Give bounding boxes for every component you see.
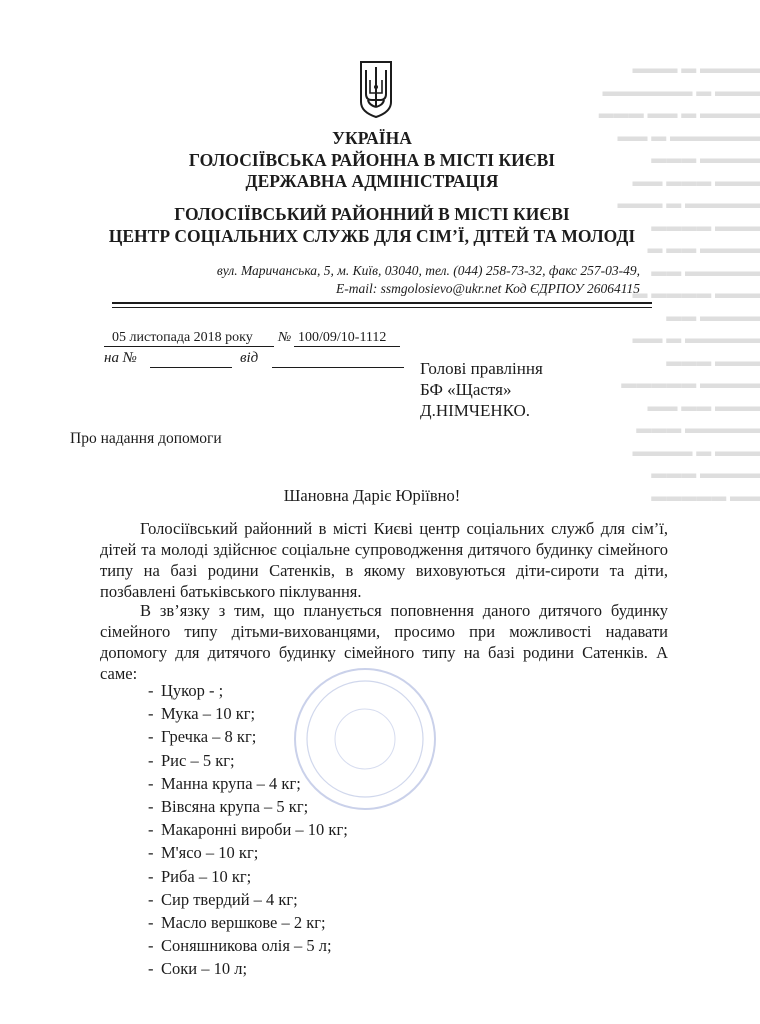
addressee-line3: Д.НІМЧЕНКО. bbox=[420, 401, 531, 420]
requested-items-list bbox=[148, 680, 348, 981]
list-marker: - bbox=[148, 727, 154, 747]
header-country: УКРАЇНА bbox=[332, 128, 412, 148]
header-divider-thin bbox=[112, 307, 652, 308]
list-item-text: Сир твердий – 4 кг; bbox=[161, 889, 298, 909]
list-item bbox=[148, 819, 348, 842]
header-divider-thick bbox=[112, 302, 652, 304]
date-underline bbox=[104, 346, 274, 347]
list-marker: - bbox=[148, 959, 154, 979]
list-item-text: М'ясо – 10 кг; bbox=[161, 843, 259, 863]
bleed-through-text: ▬▬▬▬ ▬ ▬▬▬ ▬▬▬ ▬ ▬▬▬▬▬▬ ▬▬▬▬ ▬ ▬▬ ▬▬▬ ▬▬▬▬▬▬ ▬ ▬▬ ▬▬▬▬ ▬▬▬ ▬▬▬ ▬▬▬ ▬▬ ▬▬▬▬▬ ▬ ▬▬▬ ▬▬▬ ▬▬▬▬ ▬▬▬▬ ▬▬ ▬ ▬▬▬▬▬ ▬▬ ▬▬▬ ▬▬▬▬ ▬ ▬▬▬▬ ▬▬ ▬▬▬▬▬ ▬ ▬▬ ▬▬▬ ▬▬▬ ▬▬▬▬ ▬▬▬▬▬ ▬▬▬ ▬▬ ▬▬ ▬▬▬▬▬ ▬▬▬ ▬▬▬ ▬ ▬▬▬▬ ▬▬▬▬ ▬▬▬ ▬▬ ▬▬▬▬▬ bbox=[598, 61, 760, 505]
header-admin-line2: ДЕРЖАВНА АДМІНІСТРАЦІЯ bbox=[245, 171, 499, 191]
list-item-text: Рис – 5 кг; bbox=[161, 750, 235, 770]
number-underline bbox=[294, 346, 400, 347]
header-admin-line1: ГОЛОСІЇВСЬКА РАЙОННА В МІСТІ КИЄВІ bbox=[188, 150, 556, 170]
list-item bbox=[148, 842, 348, 865]
addressee-line2: БФ «Щастя» bbox=[420, 380, 512, 399]
outgoing-number-prefix: № bbox=[278, 330, 292, 345]
list-marker: - bbox=[148, 681, 154, 700]
list-item-text: Гречка – 8 кг; bbox=[161, 727, 257, 747]
list-item bbox=[148, 796, 348, 819]
list-marker: - bbox=[148, 796, 154, 816]
incoming-number-line bbox=[150, 367, 232, 368]
incoming-date-line bbox=[272, 367, 404, 368]
list-marker: - bbox=[148, 773, 154, 793]
list-marker: - bbox=[148, 843, 154, 863]
list-marker: - bbox=[148, 820, 154, 840]
list-item bbox=[148, 750, 348, 773]
body-paragraph-1: Голосіївський районний в місті Києві центр соціальних служб для сім’ї, дітей та молоді здійснює соціальне супроводження дитячого будинку сімейного типу на базі родини Сатенків, в якому виховуються діти-сироти та діти, позбавлені батьківського піклування. bbox=[100, 519, 668, 601]
header-org-line2: ЦЕНТР СОЦІАЛЬНИХ СЛУЖБ ДЛЯ СІМ’Ї, ДІТЕЙ ТА МОЛОДІ bbox=[108, 226, 636, 246]
header-org-line1: ГОЛОСІЇВСЬКИЙ РАЙОННИЙ В МІСТІ КИЄВІ bbox=[174, 204, 570, 224]
addressee bbox=[420, 358, 543, 421]
list-item bbox=[148, 680, 348, 703]
list-item bbox=[148, 703, 348, 726]
header-contacts-line2: E-mail: ssmgolosievo@ukr.net Код ЄДРПОУ 26064115 bbox=[335, 281, 640, 296]
list-item bbox=[148, 889, 348, 912]
list-item-text: Соки – 10 л; bbox=[161, 959, 248, 979]
outgoing-date: 05 листопада 2018 року bbox=[112, 330, 253, 345]
addressee-line1: Голові правління bbox=[420, 359, 543, 378]
coat-of-arms-icon bbox=[359, 60, 393, 118]
body-paragraph-2: В зв’язку з тим, що планується поповнення даного дитячого будинку сімейного типу дітьми-вихованцями, просимо при можливості надавати допомогу для дитячого будинку сімейного типу на базі родини Сатенків. А саме: bbox=[100, 601, 668, 683]
list-item-text: Мука – 10 кг; bbox=[161, 704, 256, 724]
list-marker: - bbox=[148, 750, 154, 770]
header-contacts-line1: вул. Маричанська, 5, м. Київ, 03040, тел. (044) 258-73-32, факс 257-03-49, bbox=[216, 263, 640, 278]
list-item-text: Риба – 10 кг; bbox=[161, 866, 252, 886]
list-item bbox=[148, 958, 348, 981]
list-item-text: Манна крупа – 4 кг; bbox=[161, 773, 301, 793]
list-item-text: Вівсяна крупа – 5 кг; bbox=[161, 796, 309, 816]
list-item bbox=[148, 935, 348, 958]
letter-greeting: Шановна Даріє Юріївно! bbox=[283, 486, 461, 505]
list-item-text: Цукор - ; bbox=[161, 681, 224, 700]
letter-subject: Про надання допомоги bbox=[70, 430, 222, 447]
list-item bbox=[148, 912, 348, 935]
list-item bbox=[148, 866, 348, 889]
list-item-text: Соняшникова олія – 5 л; bbox=[161, 936, 332, 956]
list-marker: - bbox=[148, 912, 154, 932]
list-marker: - bbox=[148, 866, 154, 886]
list-marker: - bbox=[148, 889, 154, 909]
list-marker: - bbox=[148, 704, 154, 724]
list-item bbox=[148, 773, 348, 796]
incoming-number-label: на № bbox=[104, 350, 137, 366]
list-marker: - bbox=[148, 936, 154, 956]
list-item-text: Макаронні вироби – 10 кг; bbox=[161, 820, 348, 840]
list-item bbox=[148, 726, 348, 749]
list-item-text: Масло вершкове – 2 кг; bbox=[161, 912, 326, 932]
incoming-date-label: від bbox=[240, 350, 259, 366]
outgoing-number: 100/09/10-1112 bbox=[298, 330, 387, 345]
